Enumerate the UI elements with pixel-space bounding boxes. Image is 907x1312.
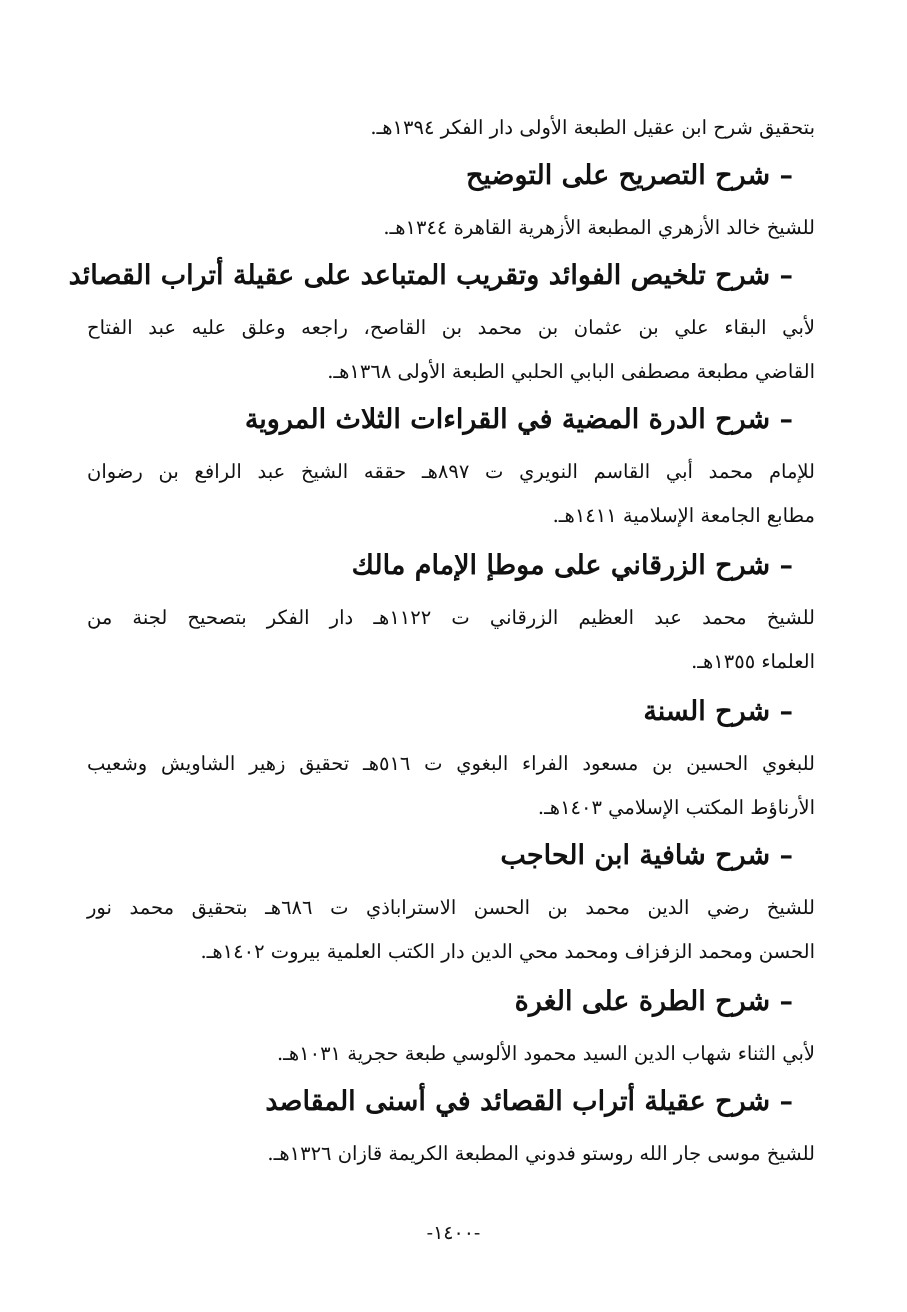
entry-title: – شرح الزرقاني على موطإ الإمام مالك [351, 550, 793, 581]
entry-desc-line: لأبي الثناء شهاب الدين السيد محمود الألوسي طبعة حجرية ١٠٣١هـ. [276, 1042, 815, 1065]
entry-title: – شرح تلخيص الفوائد وتقريب المتباعد على عقيلة أتراب القصائد [68, 260, 793, 291]
entry-title: – شرح شافية ابن الحاجب [500, 840, 793, 871]
entry-description [87, 886, 815, 974]
entry-desc-line: للشيخ محمد عبد العظيم الزرقاني ت ١١٢٢هـ دار الفكر بتصحيح لجنة من [87, 606, 815, 629]
entry-desc-line: الأرناؤط المكتب الإسلامي ١٤٠٣هـ. [537, 796, 815, 819]
entry-title: – شرح الدرة المضية في القراءات الثلاث المروية [244, 404, 793, 435]
entry-description [87, 206, 815, 250]
entry-description [87, 1132, 815, 1176]
entry-desc-line: القاضي مطبعة مصطفى البابي الحلبي الطبعة الأولى ١٣٦٨هـ. [327, 360, 815, 383]
entry-desc-line: لأبي البقاء علي بن عثمان بن محمد بن القاصح، راجعه وعلق عليه عبد الفتاح [87, 316, 815, 339]
entry-description [87, 1032, 815, 1076]
entry-desc-line: للشيخ رضي الدين محمد بن الحسن الاستراباذي ت ٦٨٦هـ بتحقيق محمد نور [87, 896, 815, 919]
entry-desc-line: مطابع الجامعة الإسلامية ١٤١١هـ. [552, 504, 815, 527]
entry-desc-line: للشيخ موسى جار الله روستو فدوني المطبعة الكريمة قازان ١٣٢٦هـ. [267, 1142, 815, 1165]
entry-desc-line: للبغوي الحسين بن مسعود الفراء البغوي ت ٥١٦هـ تحقيق زهير الشاويش وشعيب [87, 752, 815, 775]
entry-title: – شرح الطرة على الغرة [514, 986, 793, 1017]
entry-description [87, 596, 815, 684]
entry-desc-line: العلماء ١٣٥٥هـ. [691, 650, 815, 673]
entry-desc-line: الحسن ومحمد الزفزاف ومحمد محي الدين دار الكتب العلمية بيروت ١٤٠٢هـ. [200, 940, 815, 963]
entry-description [87, 450, 815, 538]
entry-description [87, 306, 815, 394]
entry-desc-line: للشيخ خالد الأزهري المطبعة الأزهرية القاهرة ١٣٤٤هـ. [383, 216, 815, 239]
entry-title: – شرح التصريح على التوضيح [465, 160, 793, 191]
entry-continuation [87, 106, 815, 150]
entry-description [87, 742, 815, 830]
entry-desc-line: للإمام محمد أبي القاسم النويري ت ٨٩٧هـ حققه الشيخ عبد الرافع بن رضوان [87, 460, 815, 483]
entry-title: – شرح السنة [643, 696, 793, 727]
entry-desc-line: بتحقيق شرح ابن عقيل الطبعة الأولى دار الفكر ١٣٩٤هـ. [370, 116, 815, 139]
entry-title: – شرح عقيلة أتراب القصائد في أسنى المقاصد [265, 1086, 793, 1117]
page-number: -١٤٠٠- [426, 1222, 481, 1244]
